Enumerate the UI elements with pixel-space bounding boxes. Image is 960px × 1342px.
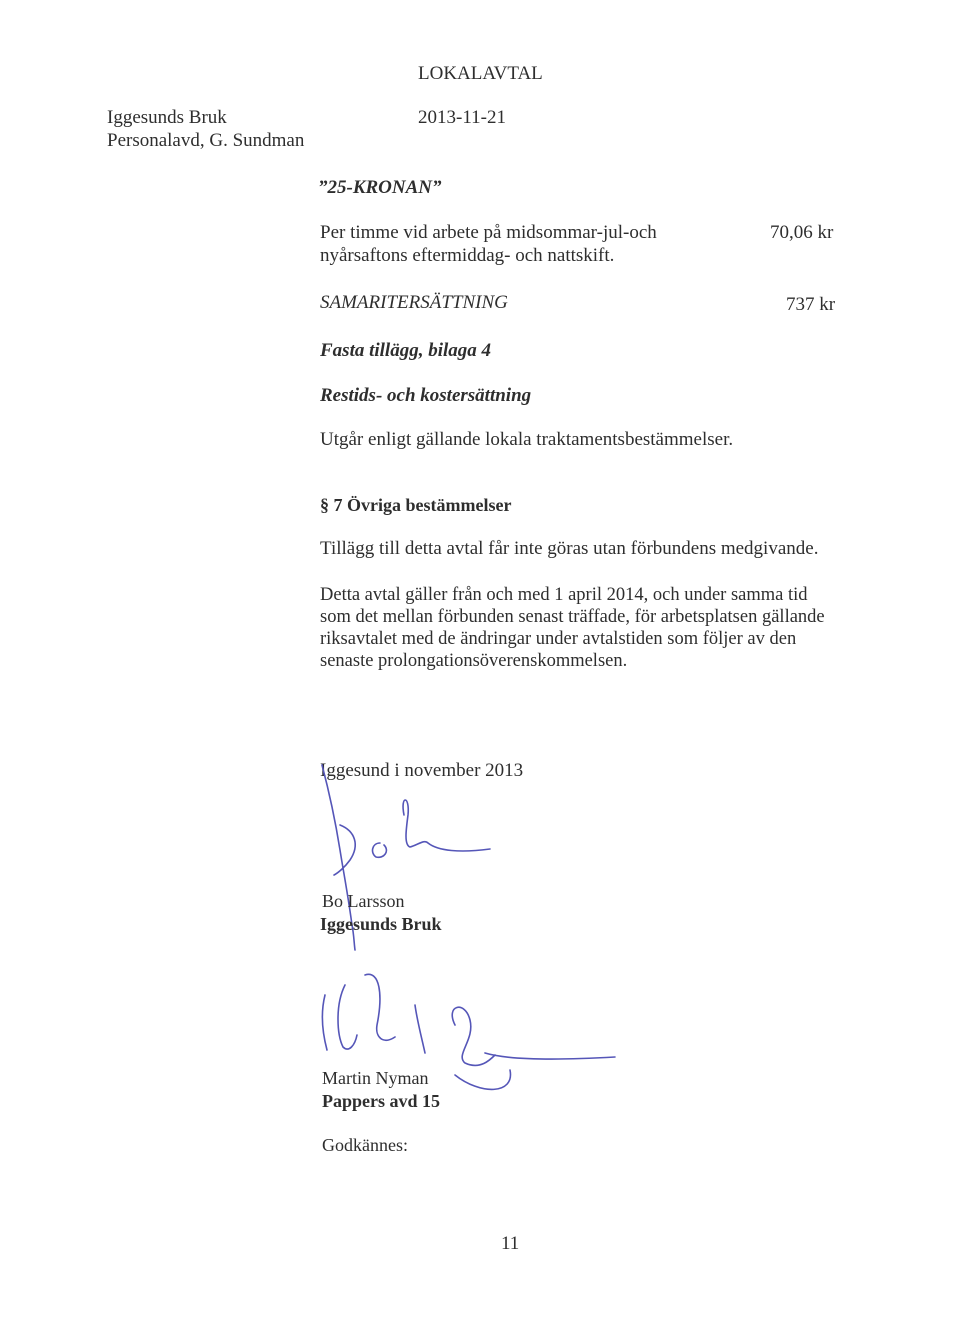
section7-text: Tillägg till detta avtal får inte göras utan förbundens medgivande. xyxy=(320,538,819,559)
restids-text: Utgår enligt gällande lokala traktamentsbestämmelser. xyxy=(320,429,734,450)
signatory1-name: Bo Larsson xyxy=(322,891,405,911)
approval-label: Godkännes: xyxy=(322,1135,408,1155)
department-name: Personalavd, G. Sundman xyxy=(107,130,305,151)
kronan-text-line1: Per timme vid arbete på midsommar-jul-och xyxy=(320,222,657,243)
company-name: Iggesunds Bruk xyxy=(107,107,227,128)
kronan-text-line2: nyårsaftons eftermiddag- och nattskift. xyxy=(320,245,615,266)
samariter-amount: 737 kr xyxy=(786,294,836,315)
validity-line: senaste prolongationsöverenskommelsen. xyxy=(320,651,628,671)
place-date: Iggesund i november 2013 xyxy=(320,760,524,781)
section7-heading: § 7 Övriga bestämmelser xyxy=(320,495,512,515)
validity-line: Detta avtal gäller från och med 1 april 2014, och under samma tid xyxy=(320,585,808,605)
page-number: 11 xyxy=(501,1233,520,1254)
validity-line: som det mellan förbunden senast träffade, för arbetsplatsen gällande xyxy=(320,607,825,627)
fasta-heading: Fasta tillägg, bilaga 4 xyxy=(320,340,492,361)
samariter-heading: SAMARITERSÄTTNING xyxy=(320,292,508,313)
validity-paragraph xyxy=(320,584,880,672)
signatory2-name: Martin Nyman xyxy=(322,1068,429,1088)
document-date: 2013-11-21 xyxy=(418,107,506,128)
validity-line: riksavtalet med de ändringar under avtalstiden som följer av den xyxy=(320,629,797,649)
kronan-heading: ”25-KRONAN” xyxy=(318,177,442,198)
kronan-amount: 70,06 kr xyxy=(770,222,834,243)
document-title: LOKALAVTAL xyxy=(418,63,543,84)
restids-heading: Restids- och kostersättning xyxy=(320,385,532,406)
signatory2-org: Pappers avd 15 xyxy=(322,1091,441,1111)
signatory1-org: Iggesunds Bruk xyxy=(320,914,442,934)
